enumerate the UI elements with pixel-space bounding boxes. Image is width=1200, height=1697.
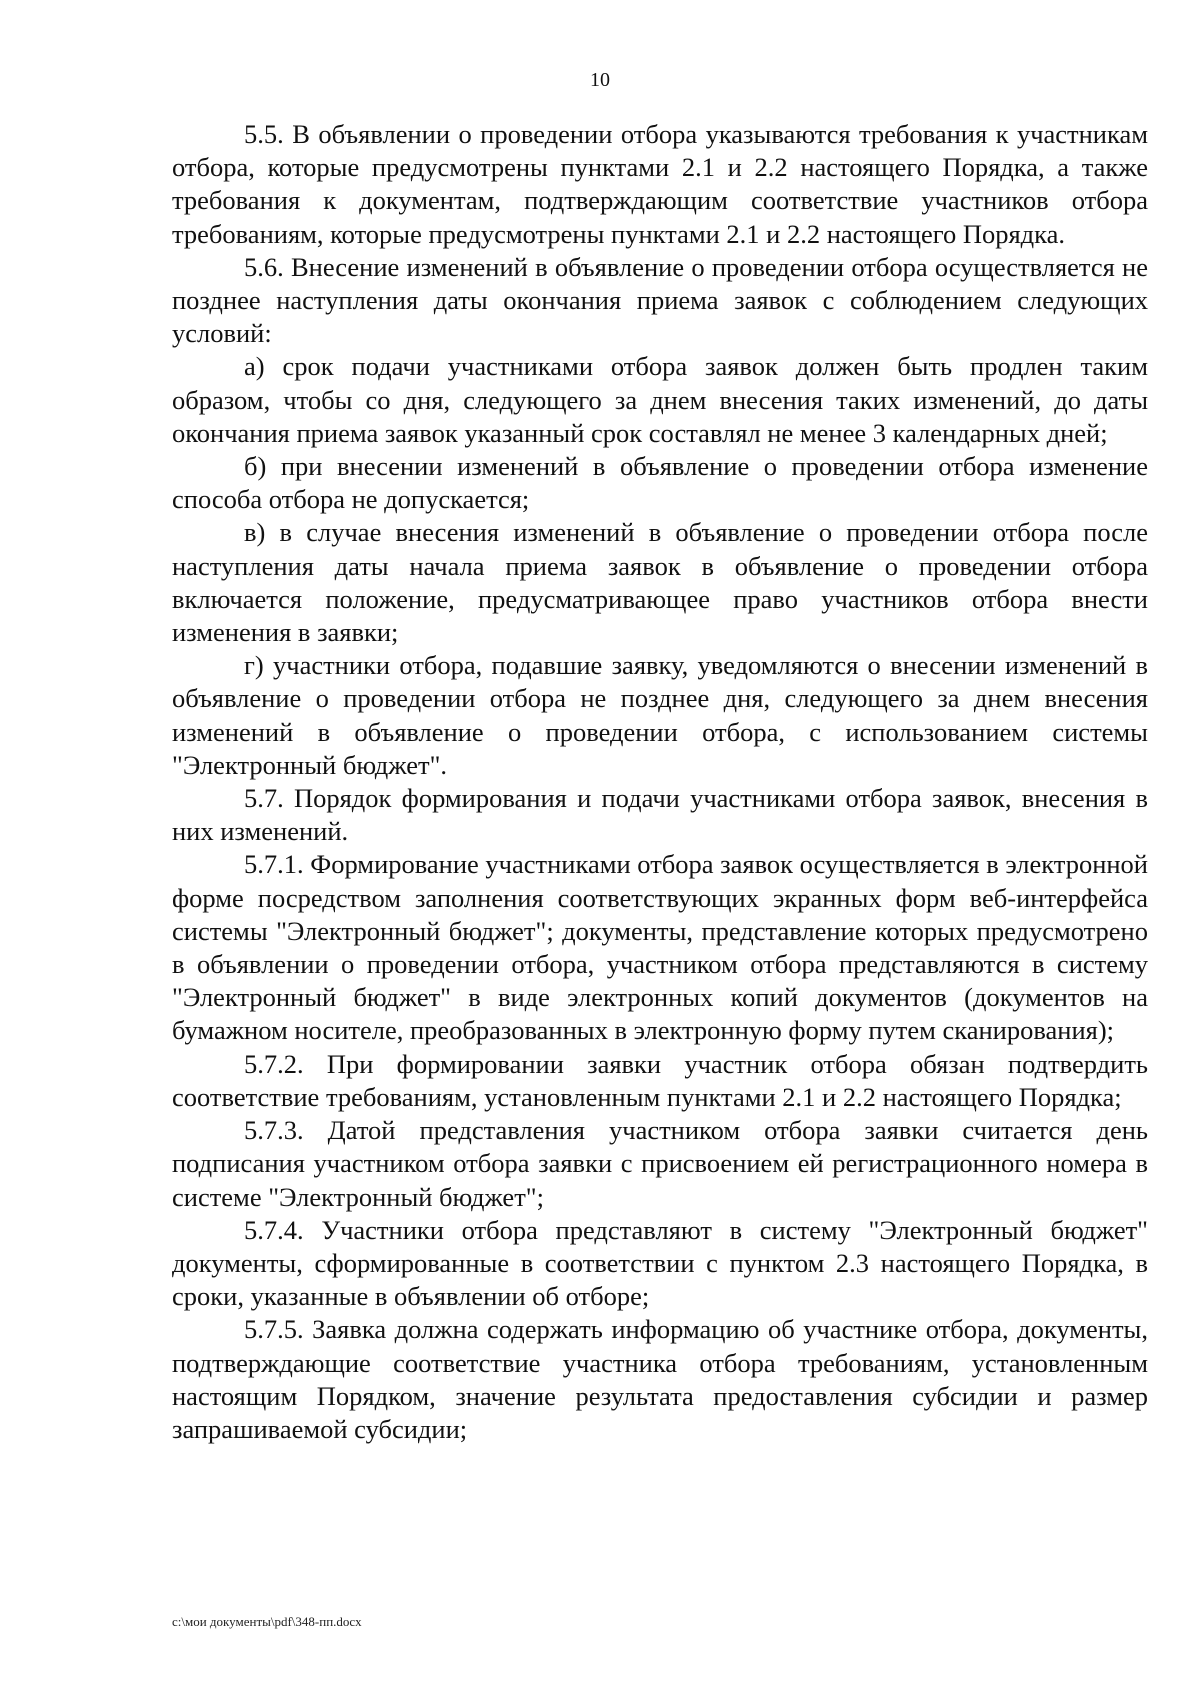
footer-file-path: c:\мои документы\pdf\348-пп.docx xyxy=(172,1614,362,1629)
paragraph-5-6-b: б) при внесении изменений в объявление о проведении отбора изменение способа отбора не допускается; xyxy=(172,451,1148,515)
paragraph-5-7-4: 5.7.4. Участники отбора представляют в систему "Электронный бюджет" документы, сформированные в соответствии с пунктом 2.3 настоящего Порядка, в сроки, указанные в объявлении об отборе; xyxy=(172,1214,1148,1312)
paragraph-5-6-v: в) в случае внесения изменений в объявление о проведении отбора после наступления даты начала приема заявок в объявление о проведении отбора включается положение, предусматривающее право участников отбора внести изменения в заявки; xyxy=(172,517,1148,648)
paragraph-5-6: 5.6. Внесение изменений в объявление о проведении отбора осуществляется не позднее наступления даты окончания приема заявок с соблюдением следующих условий: xyxy=(172,251,1148,349)
paragraph-5-6-g: г) участники отбора, подавшие заявку, уведомляются о внесении изменений в объявление о проведении отбора не позднее дня, следующего за днем внесения изменений в объявление о проведении отбора, с использованием системы "Электронный бюджет". xyxy=(172,650,1148,780)
document-body xyxy=(172,118,1148,1446)
paragraph-5-5: 5.5. В объявлении о проведении отбора указываются требования к участникам отбора, которые предусмотрены пунктами 2.1 и 2.2 настоящего Порядка, а также требования к документам, подтверждающим соответствие участников отбора требованиям, которые предусмотрены пунктами 2.1 и 2.2 настоящего Порядка. xyxy=(172,119,1148,249)
paragraph-5-7: 5.7. Порядок формирования и подачи участниками отбора заявок, внесения в них изменений. xyxy=(172,783,1148,847)
paragraph-5-7-5: 5.7.5. Заявка должна содержать информацию об участнике отбора, документы, подтверждающие соответствие участника отбора требованиям, установленным настоящим Порядком, значение результата предоставления субсидии и размер запрашиваемой субсидии; xyxy=(172,1314,1148,1444)
paragraph-5-7-1: 5.7.1. Формирование участниками отбора заявок осуществляется в электронной форме посредством заполнения соответствующих экранных форм веб-интерфейса системы "Электронный бюджет"; документы, представление которых предусмотрено в объявлении о проведении отбора, участником отбора представляются в систему "Электронный бюджет" в виде электронных копий документов (документов на бумажном носителе, преобразованных в электронную форму путем сканирования); xyxy=(172,849,1148,1046)
paragraph-5-7-3: 5.7.3. Датой представления участником отбора заявки считается день подписания участником отбора заявки с присвоением ей регистрационного номера в системе "Электронный бюджет"; xyxy=(172,1115,1148,1212)
paragraph-5-7-2: 5.7.2. При формировании заявки участник отбора обязан подтвердить соответствие требованиям, установленным пунктами 2.1 и 2.2 настоящего Порядка; xyxy=(172,1048,1148,1112)
paragraph-5-6-a: а) срок подачи участниками отбора заявок должен быть продлен таким образом, чтобы со дня, следующего за днем внесения таких изменений, до даты окончания приема заявок указанный срок составлял не менее 3 календарных дней; xyxy=(172,351,1148,448)
page-number: 10 xyxy=(590,69,610,91)
